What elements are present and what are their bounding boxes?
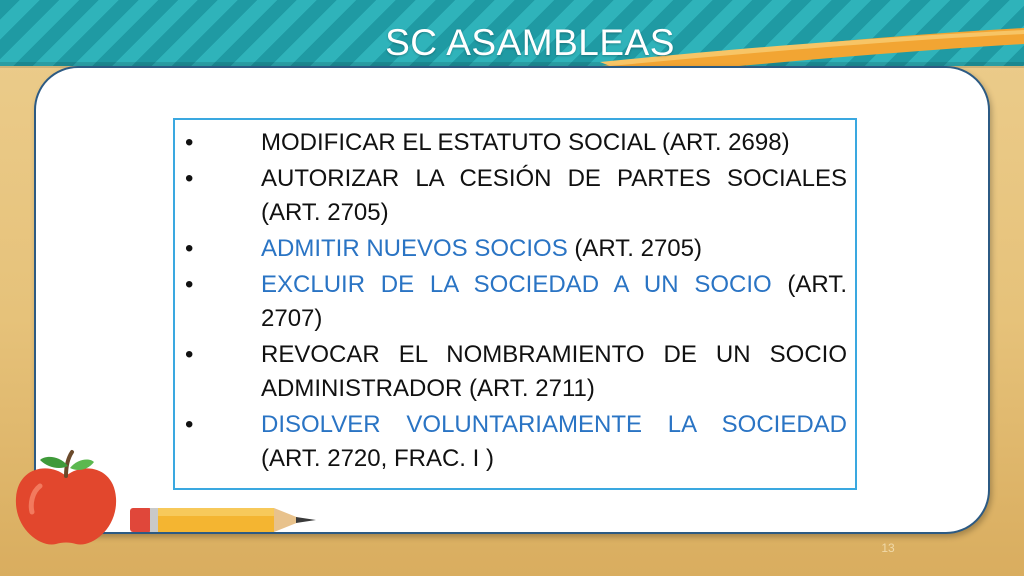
list-item [175, 162, 855, 230]
bullet-list [175, 126, 855, 478]
bullet-icon: • [185, 235, 194, 262]
item-highlight: DISOLVER VOLUNTARIAMENTE LA SOCIEDAD [261, 411, 847, 438]
bullet-icon: • [185, 411, 194, 438]
content-box [173, 118, 857, 490]
item-text: (ART. 2707) [261, 271, 847, 332]
list-item [175, 232, 855, 266]
item-highlight: EXCLUIR DE LA SOCIEDAD A UN SOCIO [261, 271, 772, 298]
slide-title: SC ASAMBLEAS [385, 22, 675, 63]
bullet-icon: • [185, 271, 194, 298]
list-item [175, 126, 855, 160]
bullet-icon: • [185, 165, 194, 192]
list-item [175, 268, 855, 336]
item-text: (ART. 2720, FRAC. I ) [261, 445, 494, 472]
list-item [175, 338, 855, 406]
item-highlight: ADMITIR NUEVOS SOCIOS [261, 235, 568, 262]
bullet-icon: • [185, 129, 194, 156]
pencil-icon [128, 500, 328, 540]
apple-icon [10, 448, 122, 548]
item-text: AUTORIZAR LA CESIÓN DE PARTES SOCIALES (ART. 2705) [261, 165, 847, 226]
page-number: 13 [881, 541, 895, 555]
list-item [175, 408, 855, 476]
bullet-icon: • [185, 341, 194, 368]
item-text: (ART. 2705) [567, 235, 702, 262]
item-text: MODIFICAR EL ESTATUTO SOCIAL (ART. 2698) [261, 129, 790, 156]
item-text: REVOCAR EL NOMBRAMIENTO DE UN SOCIO ADMINISTRADOR (ART. 2711) [261, 341, 847, 402]
